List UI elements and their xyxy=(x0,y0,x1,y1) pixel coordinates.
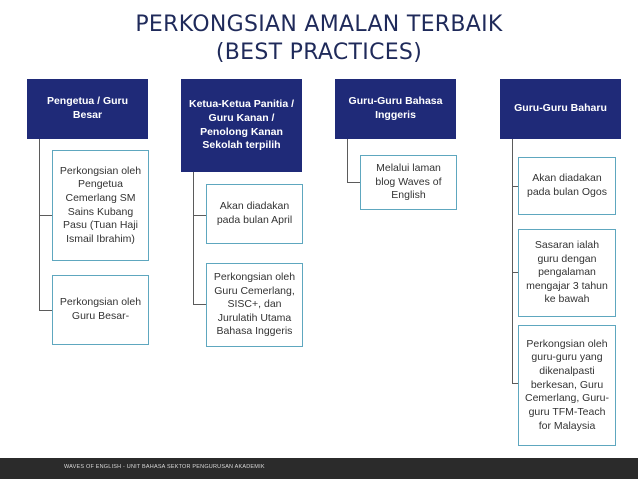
connector-col3-vertical xyxy=(347,139,348,182)
item-ogos: Akan diadakan pada bulan Ogos xyxy=(518,157,616,215)
item-april: Akan diadakan pada bulan April xyxy=(206,184,303,244)
footer-text: WAVES OF ENGLISH - UNIT BAHASA SEKTOR PENGURUSAN AKADEMIK xyxy=(64,464,265,470)
footer-bar xyxy=(0,458,638,479)
header-pengetua-guru-besar: Pengetua / Guru Besar xyxy=(27,79,148,139)
connector-col1-vertical xyxy=(39,139,40,310)
page-title: PERKONGSIAN AMALAN TERBAIK xyxy=(135,12,503,37)
header-guru-baharu: Guru-Guru Baharu xyxy=(500,79,621,139)
connector-col4-vertical xyxy=(512,139,513,383)
item-blog-waves-of-english: Melalui laman blog Waves of English xyxy=(360,155,457,210)
connector-col2-vertical xyxy=(193,172,194,304)
item-pengetua-cemerlang: Perkongsian oleh Pengetua Cemerlang SM Sains Kubang Pasu (Tuan Haji Ismail Ibrahim) xyxy=(52,150,149,261)
header-guru-bahasa-inggeris: Guru-Guru Bahasa Inggeris xyxy=(335,79,456,139)
page-subtitle: (BEST PRACTICES) xyxy=(215,40,423,65)
connector-col2-item2 xyxy=(193,304,206,305)
connector-col1-item2 xyxy=(39,310,52,311)
connector-col2-item1 xyxy=(193,215,206,216)
item-guru-cemerlang-sisc: Perkongsian oleh Guru Cemerlang, SISC+, dan Jurulatih Utama Bahasa Inggeris xyxy=(206,263,303,347)
item-guru-berkesan-tfm: Perkongsian oleh guru-guru yang dikenalpasti berkesan, Guru Cemerlang, Guru-guru TFM-Teach for Malaysia xyxy=(518,325,616,446)
item-guru-besar: Perkongsian oleh Guru Besar- xyxy=(52,275,149,345)
item-sasaran-guru: Sasaran ialah guru dengan pengalaman mengajar 3 tahun ke bawah xyxy=(518,229,616,317)
connector-col1-item1 xyxy=(39,215,52,216)
header-ketua-panitia: Ketua-Ketua Panitia / Guru Kanan / Penolong Kanan Sekolah terpilih xyxy=(181,79,302,172)
connector-col3-item1 xyxy=(347,182,360,183)
